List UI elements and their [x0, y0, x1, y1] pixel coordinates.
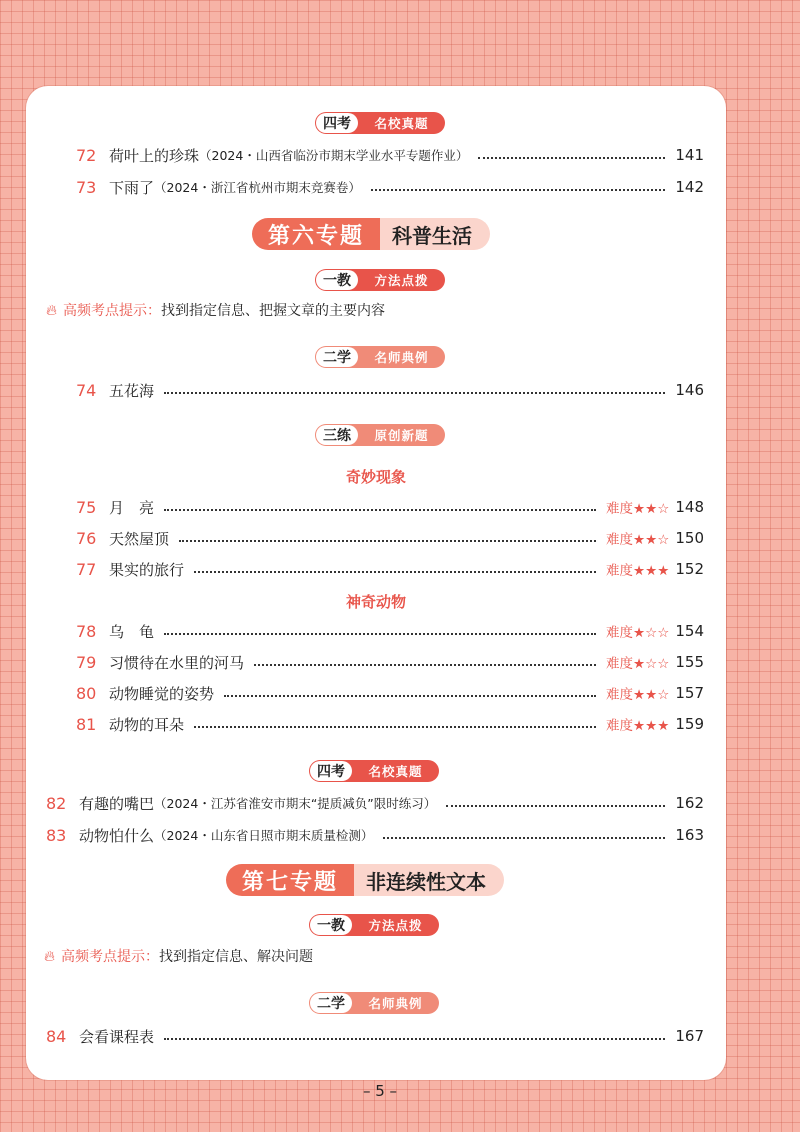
leader-dots: [164, 509, 596, 511]
entry-page: 159: [675, 715, 704, 733]
entry-page: 163: [675, 826, 704, 844]
entry-number: 84: [46, 1026, 67, 1046]
exam-hint: [46, 300, 385, 320]
toc-entry-76[interactable]: [76, 526, 704, 550]
entry-title: 果实的旅行: [109, 560, 185, 579]
entry-page: 146: [675, 381, 704, 399]
section-kao-pill: [309, 760, 439, 782]
entry-number: 82: [46, 793, 67, 813]
entry-title: 荷叶上的珍珠: [109, 146, 200, 165]
difficulty-rating: 难度★★☆: [606, 501, 670, 517]
entry-title: 有趣的嘴巴: [79, 794, 155, 813]
flame-icon: 🔥︎: [44, 947, 56, 965]
leader-dots: [254, 664, 596, 666]
entry-title: 动物的耳朵: [109, 715, 185, 734]
section-xue-pill: [309, 992, 439, 1014]
leader-dots: [179, 540, 596, 542]
section-desc: 名校真题: [368, 764, 423, 779]
entry-number: 80: [76, 683, 97, 703]
difficulty-rating: 难度★★☆: [606, 532, 670, 548]
entry-page: 162: [675, 794, 704, 812]
difficulty-rating: 难度★☆☆: [606, 656, 670, 672]
section-desc: 名师典例: [368, 996, 423, 1011]
entry-title: 动物怕什么: [79, 826, 155, 845]
entry-page: 148: [675, 498, 704, 516]
flame-icon: 🔥︎: [46, 301, 58, 319]
topic-badge: 第七专题: [226, 864, 354, 896]
entry-title: 会看课程表: [79, 1027, 155, 1046]
section-kao-pill: [315, 112, 445, 134]
section-jiao-pill: [309, 914, 439, 936]
toc-entry-82[interactable]: [46, 791, 704, 815]
leader-dots: [478, 157, 665, 159]
difficulty-rating: 难度★★☆: [606, 687, 670, 703]
entry-number: 76: [76, 528, 97, 548]
entry-number: 75: [76, 497, 97, 517]
hint-label: 高频考点提示：: [63, 303, 162, 319]
entry-page: 152: [675, 560, 704, 578]
leader-dots: [194, 726, 596, 728]
section-word: 一教: [316, 270, 358, 290]
subheading-phenomena: 奇妙现象: [345, 468, 406, 486]
entry-page: 157: [675, 684, 704, 702]
entry-source: （2024・山东省日照市期末质量检测）: [154, 828, 374, 843]
entry-source: （2024・山西省临汾市期末学业水平专题作业）: [199, 148, 469, 163]
section-word: 四考: [310, 761, 352, 781]
entry-page: 155: [675, 653, 704, 671]
entry-number: 74: [76, 380, 97, 400]
entry-number: 78: [76, 621, 97, 641]
toc-entry-78[interactable]: [76, 619, 704, 643]
entry-title: 下雨了: [109, 178, 155, 197]
topic-title: 非连续性文本: [354, 864, 504, 896]
entry-page: 141: [675, 146, 704, 164]
contents-card: [26, 86, 726, 1080]
toc-entry-74[interactable]: [76, 378, 704, 402]
toc-entry-83[interactable]: [46, 823, 704, 847]
entry-page: 150: [675, 529, 704, 547]
entry-number: 72: [76, 145, 97, 165]
entry-number: 83: [46, 825, 67, 845]
entry-title: 月 亮: [109, 498, 155, 517]
leader-dots: [371, 189, 666, 191]
entry-number: 73: [76, 177, 97, 197]
toc-entry-72[interactable]: [76, 143, 704, 167]
entry-number: 81: [76, 714, 97, 734]
entry-title: 五花海: [109, 381, 155, 400]
section-word: 四考: [316, 113, 358, 133]
leader-dots: [194, 571, 596, 573]
section-desc: 方法点拨: [374, 273, 429, 288]
difficulty-rating: 难度★★★: [606, 718, 670, 734]
difficulty-rating: 难度★★★: [606, 563, 670, 579]
hint-text: 找到指定信息、把握文章的主要内容: [161, 303, 386, 319]
subheading-animals: 神奇动物: [345, 593, 406, 611]
entry-number: 77: [76, 559, 97, 579]
section-word: 一教: [310, 915, 352, 935]
exam-hint: [44, 946, 313, 966]
entry-title: 天然屋顶: [109, 529, 170, 548]
leader-dots: [446, 805, 665, 807]
leader-dots: [164, 633, 596, 635]
hint-label: 高频考点提示：: [61, 949, 160, 965]
section-desc: 名师典例: [374, 350, 429, 365]
entry-source: （2024・浙江省杭州市期末竞赛卷）: [154, 180, 361, 195]
toc-entry-80[interactable]: [76, 681, 704, 705]
toc-entry-81[interactable]: [76, 712, 704, 736]
entry-page: 154: [675, 622, 704, 640]
toc-entry-73[interactable]: [76, 175, 704, 199]
toc-entry-77[interactable]: [76, 557, 704, 581]
entry-title: 乌 龟: [109, 622, 155, 641]
toc-entry-79[interactable]: [76, 650, 704, 674]
hint-text: 找到指定信息、解决问题: [159, 949, 314, 965]
difficulty-rating: 难度★☆☆: [606, 625, 670, 641]
topic-title: 科普生活: [380, 218, 490, 250]
page-number: – 5 –: [362, 1082, 398, 1100]
entry-source: （2024・江苏省淮安市期末“提质减负”限时练习）: [154, 796, 437, 811]
leader-dots: [224, 695, 596, 697]
section-word: 二学: [310, 993, 352, 1013]
entry-page: 167: [675, 1027, 704, 1045]
entry-page: 142: [675, 178, 704, 196]
section-word: 二学: [316, 347, 358, 367]
section-desc: 原创新题: [374, 428, 429, 443]
leader-dots: [164, 1038, 665, 1040]
section-word: 三练: [316, 425, 358, 445]
toc-entry-84[interactable]: [46, 1024, 704, 1048]
entry-number: 79: [76, 652, 97, 672]
entry-title: 动物睡觉的姿势: [109, 684, 215, 703]
leader-dots: [164, 392, 665, 394]
entry-title: 习惯待在水里的河马: [109, 653, 245, 672]
section-desc: 名校真题: [374, 116, 429, 131]
section-desc: 方法点拨: [368, 918, 423, 933]
topic-badge: 第六专题: [252, 218, 380, 250]
toc-entry-75[interactable]: [76, 495, 704, 519]
section-jiao-pill: [315, 269, 445, 291]
section-lian-pill: [315, 424, 445, 446]
leader-dots: [383, 837, 665, 839]
section-xue-pill: [315, 346, 445, 368]
